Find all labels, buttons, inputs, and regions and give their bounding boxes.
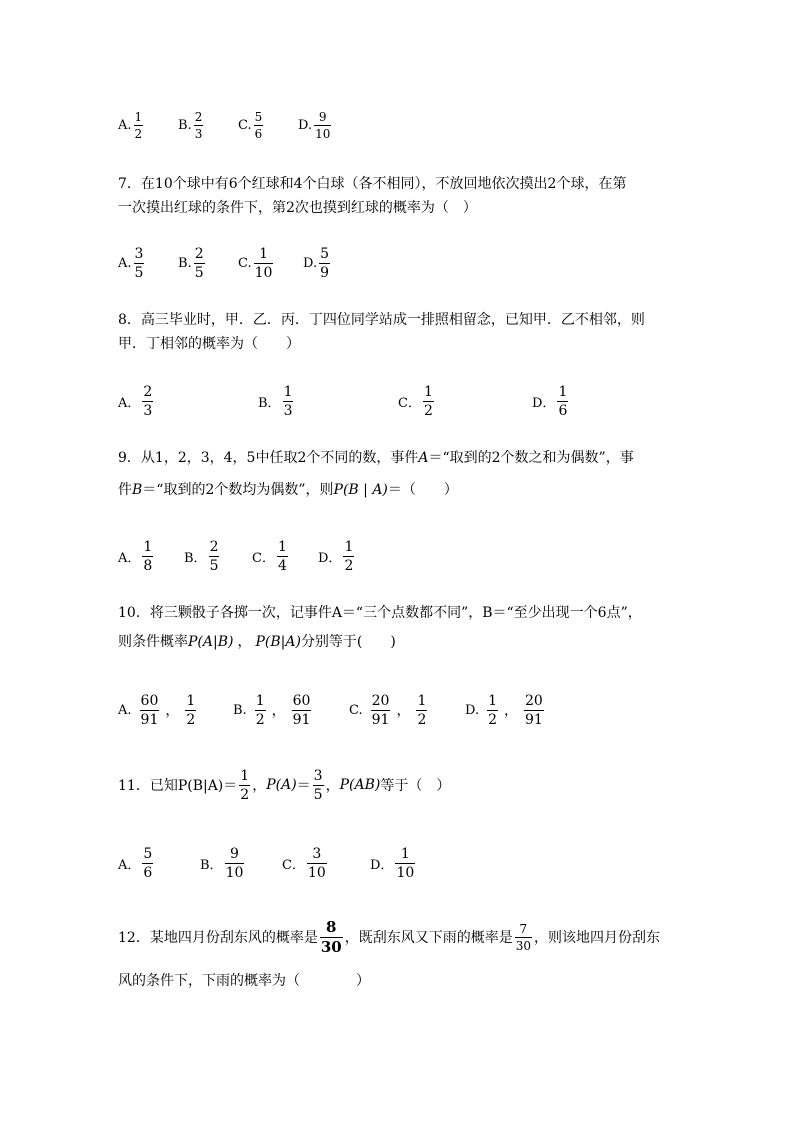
q11-text: 11．已知P(B|A)＝ <box>118 778 238 794</box>
prob-expr: P(A) <box>266 777 297 793</box>
option-label: B. <box>233 702 247 718</box>
fraction: $\frac{1}{2}$ <box>134 109 143 141</box>
fraction: $\frac{1}{10}$ <box>254 245 273 281</box>
q10-option-b <box>233 690 313 730</box>
option-label: C． <box>252 550 275 566</box>
q10-text: 分别等于( ) <box>300 634 396 650</box>
prob-expr: P(B | A) <box>333 482 388 498</box>
prob-expr: P(B|A) <box>255 634 301 650</box>
q7-line-1: 7．在10个球中有6个红球和4个白球（各不相同），不放回地依次摸出2个球，在第 <box>118 176 627 192</box>
q9-option-c <box>252 536 290 576</box>
option-label: A. <box>118 117 132 133</box>
fraction: $\frac{9}{10}$ <box>315 109 331 141</box>
q9-text: ＝“取到的2个数均为偶数”，则 <box>142 482 334 498</box>
fraction: $\frac{1}{2}$ <box>423 383 433 419</box>
fraction: $\frac{1}{2}$ <box>344 538 354 574</box>
option-label: D. <box>303 255 318 271</box>
comma: ， <box>396 703 411 719</box>
fraction: $\frac{1}{2}$ <box>255 692 265 728</box>
option-label: D. <box>465 702 480 718</box>
q10-option-d <box>465 690 546 730</box>
option-label: D. <box>298 117 313 133</box>
q8-option-c <box>398 381 436 421</box>
q8-line-2: 甲．丁相邻的概率为（ ） <box>118 336 300 352</box>
event-var: B <box>132 482 143 498</box>
option-label: B． <box>258 395 281 411</box>
q12-text: ，则该地四月份刮东 <box>533 930 660 946</box>
option-label: A． <box>118 395 141 411</box>
q10-option-c <box>349 690 429 730</box>
fraction: $\frac{1}{6}$ <box>558 383 568 419</box>
fraction: $\frac{3}{5}$ <box>313 767 323 803</box>
q11-text: 等于（ ） <box>380 778 451 794</box>
q9-text: 件 <box>118 482 132 498</box>
q12-stem-line <box>118 917 660 957</box>
fraction: $\frac{2}{3}$ <box>194 109 203 141</box>
q8-option-d <box>532 381 570 421</box>
q11-text: ， <box>325 778 340 794</box>
option-label: D． <box>370 857 394 873</box>
fraction: $\frac{1}{8}$ <box>143 538 153 574</box>
q8-option-a <box>118 381 155 421</box>
q6-option-b <box>178 105 205 145</box>
comma: ， <box>165 703 180 719</box>
option-label: B. <box>178 255 192 271</box>
option-label: D． <box>532 395 556 411</box>
q11-text: ， <box>252 778 267 794</box>
q9-text: ＝（ ） <box>387 482 458 498</box>
fraction: $\frac{3}{10}$ <box>307 845 326 881</box>
fraction: $\frac{1}{4}$ <box>277 538 287 574</box>
option-label: A． <box>118 550 141 566</box>
q9-option-a <box>118 536 155 576</box>
q9-line-2 <box>118 480 458 500</box>
fraction: $\frac{2}{5}$ <box>209 538 219 574</box>
prob-expr: P(AB) <box>339 777 381 793</box>
q12-text: 12．某地四月份刮东风的概率是 <box>118 930 318 946</box>
fraction: $\frac{1}{2}$ <box>417 692 427 728</box>
q11-stem-line <box>118 765 450 805</box>
option-label: A. <box>118 702 132 718</box>
q8-line-1: 8．高三毕业时，甲．乙．丙．丁四位同学站成一排照相留念，已知甲．乙不相邻，则 <box>118 312 645 328</box>
q7-option-d <box>303 243 332 283</box>
fraction: $\frac{2}{5}$ <box>194 245 204 281</box>
q6-option-d <box>298 105 333 145</box>
option-label: B． <box>200 857 223 873</box>
q7-option-b <box>178 243 207 283</box>
q6-option-a <box>118 105 145 145</box>
q10-option-a <box>118 690 198 730</box>
fraction: $\frac{1}{10}$ <box>396 845 415 881</box>
q11-option-a <box>118 843 155 883</box>
q10-text: ， <box>237 634 252 650</box>
option-label: C． <box>282 857 305 873</box>
q6-option-c <box>238 105 265 145</box>
q11-option-c <box>282 843 329 883</box>
option-label: C． <box>398 395 421 411</box>
fraction: $\frac{7}{30}$ <box>515 921 531 953</box>
option-label: C. <box>238 255 252 271</box>
fraction: $\frac{1}{2}$ <box>186 692 196 728</box>
fraction: $\frac{5}{9}$ <box>320 245 330 281</box>
fraction: $\frac{20}{91}$ <box>525 692 543 728</box>
fraction: $\frac{1}{2}$ <box>488 692 498 728</box>
fraction: $\frac{20}{91}$ <box>371 692 390 728</box>
q12-text: ，既刮东风又下雨的概率是 <box>344 930 513 946</box>
q8-option-b <box>258 381 295 421</box>
fraction: $\frac{2}{3}$ <box>143 383 153 419</box>
option-label: A. <box>118 255 132 271</box>
q7-option-c <box>238 243 275 283</box>
fraction: $\frac{1}{3}$ <box>283 383 293 419</box>
option-label: D． <box>318 550 342 566</box>
prob-expr: P(A|B) <box>188 634 234 650</box>
comma: ， <box>504 703 519 719</box>
event-var: A <box>418 450 429 466</box>
fraction: $\frac{8}{30}$ <box>320 917 342 956</box>
fraction: $\frac{3}{5}$ <box>134 245 144 281</box>
option-label: B. <box>178 117 192 133</box>
q11-option-b <box>200 843 246 883</box>
fraction: $\frac{5}{6}$ <box>254 109 263 141</box>
q10-text: 则条件概率 <box>118 634 188 650</box>
q9-option-d <box>318 536 356 576</box>
option-label: C. <box>349 702 363 718</box>
fraction: $\frac{60}{91}$ <box>292 692 311 728</box>
q9-text: 9．从1，2，3，4，5中任取2个不同的数，事件 <box>118 450 419 466</box>
q9-option-b <box>184 536 221 576</box>
q9-line-1 <box>118 448 634 468</box>
q12-line-2: 风的条件下，下雨的概率为（ ） <box>118 973 370 989</box>
q10-line-2 <box>118 632 396 652</box>
fraction: $\frac{5}{6}$ <box>143 845 153 881</box>
q7-option-a <box>118 243 146 283</box>
option-label: B． <box>184 550 207 566</box>
fraction: $\frac{60}{91}$ <box>140 692 159 728</box>
option-label: A． <box>118 857 141 873</box>
comma: ， <box>271 703 286 719</box>
fraction: $\frac{9}{10}$ <box>225 845 244 881</box>
q10-line-1: 10．将三颗骰子各掷一次，记事件A＝“三个点数都不同”，B＝“至少出现一个6点”， <box>118 605 642 621</box>
q7-line-2: 一次摸出红球的条件下，第2次也摸到红球的概率为（ ） <box>118 200 477 216</box>
option-label: C. <box>238 117 252 133</box>
q11-text: ＝ <box>296 778 311 794</box>
q9-text: ＝“取到的2个数之和为偶数”，事 <box>428 450 634 466</box>
fraction: $\frac{1}{2}$ <box>240 767 250 803</box>
q11-option-d <box>370 843 417 883</box>
